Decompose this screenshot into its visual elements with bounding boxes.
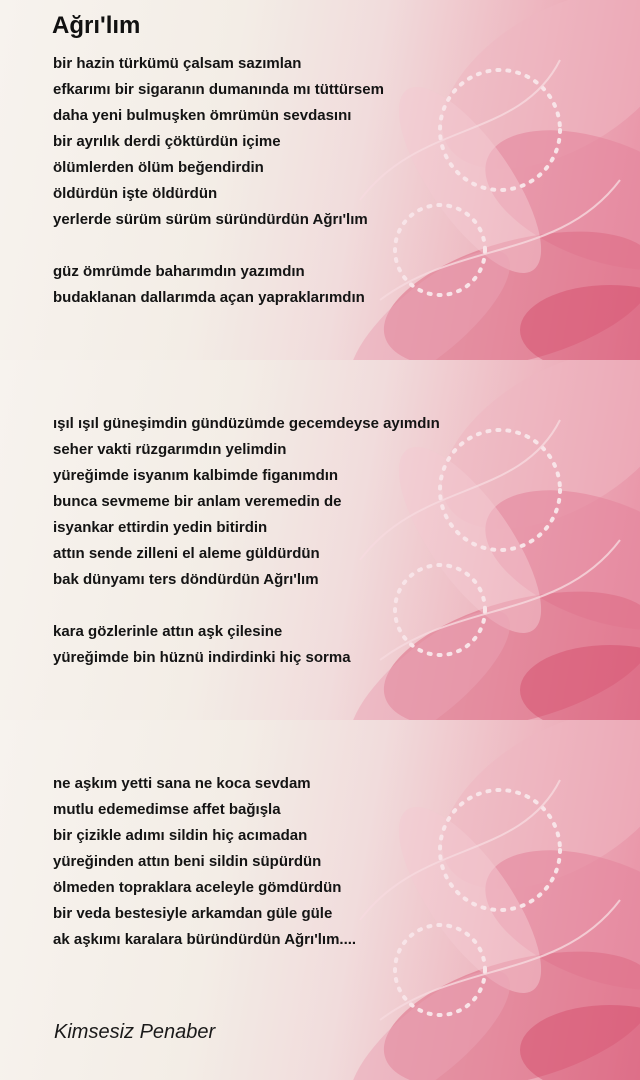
poem-line: seher vakti rüzgarımdın yelimdin (53, 441, 287, 458)
poem-line: bir veda bestesiyle arkamdan güle güle (53, 905, 333, 922)
poem-line: yüreğimde bin hüznü indirdinki hiç sorma (53, 649, 351, 666)
poem-line: isyankar ettirdin yedin bitirdin (53, 519, 268, 536)
poem-line: kara gözlerinle attın aşk çilesine (53, 623, 283, 640)
stanza-4 (53, 619, 351, 671)
poem-line: güz ömrümde baharımdın yazımdın (53, 263, 305, 280)
poem-line: ışıl ışıl güneşimdin gündüzümde gecemdeyse ayımdın (53, 415, 440, 432)
poem-line: bir çizikle adımı sildin hiç acımadan (53, 827, 308, 844)
stanza-1 (53, 51, 384, 233)
poem-line: mutlu edemedimse affet bağışla (53, 801, 281, 818)
poem-line: bak dünyamı ters döndürdün Ağrı'lım (53, 571, 319, 588)
poem-line: öldürdün işte öldürdün (53, 185, 218, 202)
poem-line: ölmeden topraklara aceleyle gömdürdün (53, 879, 342, 896)
poem-line: yüreğinden attın beni sildin süpürdün (53, 853, 322, 870)
poem-line: daha yeni bulmuşken ömrümün sevdasını (53, 107, 352, 124)
stanza-5 (53, 771, 356, 953)
poem-title: Ağrı'lım (52, 12, 141, 39)
poem-line: yerlerde sürüm sürüm süründürdün Ağrı'lım (53, 211, 368, 228)
poem-line: ölümlerden ölüm beğendirdin (53, 159, 264, 176)
poem-line: budaklanan dallarımda açan yapraklarımdın (53, 289, 365, 306)
poem-line: attın sende zilleni el aleme güldürdün (53, 545, 320, 562)
poem-line: efkarımı bir sigaranın dumanında mı tüttürsem (53, 81, 384, 98)
poem-author: Kimsesiz Penaber (54, 1021, 216, 1043)
stanza-2 (53, 259, 365, 311)
poem-line: ne aşkım yetti sana ne koca sevdam (53, 775, 311, 792)
poem-line: bir hazin türkümü çalsam sazımlan (53, 55, 302, 72)
poem-line: yüreğimde isyanım kalbimde figanımdın (53, 467, 339, 484)
poem-line: ak aşkımı karalara büründürdün Ağrı'lım.... (53, 931, 357, 948)
poem-line: bir ayrılık derdi çöktürdün içime (53, 133, 281, 150)
poem-line: bunca sevmeme bir anlam veremedin de (53, 493, 342, 510)
stanza-3 (53, 411, 440, 593)
